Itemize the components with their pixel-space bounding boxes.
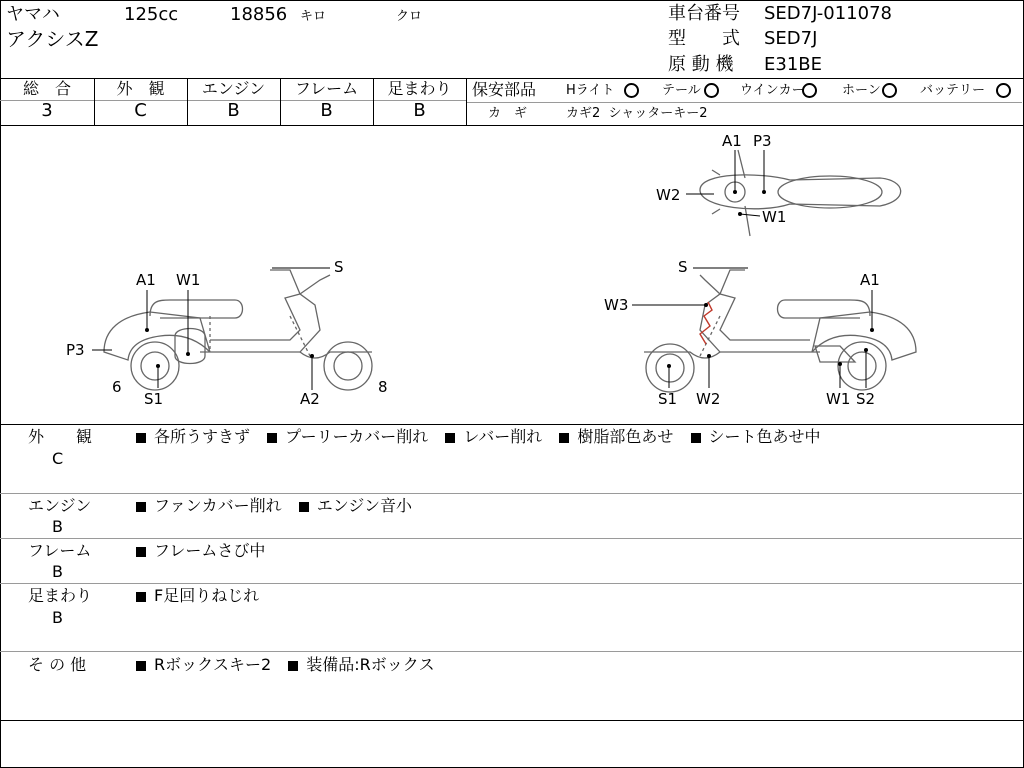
diagram-label: W1 (826, 390, 851, 408)
grade-header-exterior: 外 観 (116, 79, 165, 98)
remark-category: そ の 他 (28, 655, 87, 674)
diagram-label: P3 (66, 341, 85, 359)
bullet-square-icon (136, 661, 146, 671)
remark-category: エンジン (28, 496, 92, 515)
bullet-square-icon (136, 433, 146, 443)
diagram-label: W1 (176, 271, 201, 289)
bullet-square-icon (267, 433, 277, 443)
diagram-label: 8 (378, 378, 388, 396)
diagram-label: 6 (112, 378, 122, 396)
remark-item: エンジン音小 (316, 496, 412, 515)
mileage-unit: キロ (300, 9, 327, 24)
diagram-label: A1 (860, 271, 880, 289)
grade-header-overall: 総 合 (22, 79, 71, 98)
remark-item: フレームさび中 (154, 541, 266, 560)
grade-suspension: B (413, 100, 426, 121)
frame-no: SED7J-011078 (764, 3, 892, 24)
remark-item: プーリーカバー削れ (285, 427, 429, 446)
grade-exterior: C (134, 100, 147, 121)
remark-item: シート色あせ中 (708, 427, 821, 446)
remark-item: ファンカバー削れ (154, 496, 282, 515)
grade-header-suspension: 足まわり (387, 79, 452, 98)
grade-header-frame: フレーム (294, 79, 359, 98)
bullet-square-icon (136, 547, 146, 557)
remark-item: F足回りねじれ (154, 586, 260, 605)
safety-item-horn: ホーン (842, 83, 881, 98)
diagram-label: W1 (762, 208, 787, 226)
scooter-top-view (700, 150, 901, 236)
diagram-label: W2 (656, 186, 681, 204)
diagram-label: A2 (300, 390, 320, 408)
remark-item: 各所うすきず (154, 427, 251, 446)
remark-category: 足まわり (28, 586, 93, 605)
remark-grade: B (52, 608, 63, 627)
diagram-label: S1 (658, 390, 678, 408)
diagram-label: P3 (753, 132, 772, 150)
safety-item-battery: バッテリー (920, 83, 986, 98)
rule (0, 651, 1022, 652)
grade-overall: 3 (41, 100, 53, 121)
diagram-label: W3 (604, 296, 629, 314)
rule (0, 424, 1024, 425)
displacement: 125cc (124, 4, 179, 25)
bullet-square-icon (691, 433, 701, 443)
remark-grade: C (52, 449, 64, 468)
remark-items (136, 587, 271, 605)
bullet-square-icon (559, 433, 569, 443)
bullet-square-icon (299, 502, 309, 512)
rule (0, 493, 1022, 494)
diagram-label: A1 (722, 132, 742, 150)
remark-grade: B (52, 562, 63, 581)
bullet-square-icon (136, 592, 146, 602)
type-value: SED7J (764, 28, 818, 49)
safety-label: 保安部品 (472, 80, 537, 99)
type-label: 型 式 (668, 28, 740, 49)
color: クロ (396, 9, 423, 24)
key-label: カ ギ (488, 106, 528, 121)
frame-no-label: 車台番号 (668, 3, 740, 24)
diagram-label: A1 (136, 271, 156, 289)
key-value: カギ2 シャッターキー2 (566, 106, 708, 121)
remark-items (136, 497, 424, 515)
remark-category: 外 観 (28, 427, 93, 446)
bullet-square-icon (445, 433, 455, 443)
bullet-square-icon (136, 502, 146, 512)
remark-item: 装備品:Rボックス (306, 655, 435, 674)
grade-engine: B (227, 100, 240, 121)
remark-item: Rボックスキー2 (154, 655, 272, 674)
grade-frame: B (320, 100, 333, 121)
diagram-label: W2 (696, 390, 721, 408)
engine-label: 原 動 機 (668, 54, 734, 75)
remark-items (136, 428, 833, 446)
remark-items (136, 542, 277, 560)
grade-header-engine: エンジン (201, 79, 266, 98)
damage-markers (92, 150, 874, 390)
remark-item: レバー削れ (463, 427, 543, 446)
rule (0, 538, 1022, 539)
remark-items (136, 656, 447, 674)
diagram-label: S1 (144, 390, 164, 408)
bullet-square-icon (288, 661, 298, 671)
remark-item: 樹脂部色あせ (577, 427, 674, 446)
rule (0, 583, 1022, 584)
diagram-labels (66, 132, 880, 408)
rule (0, 720, 1024, 721)
remark-grade: B (52, 517, 63, 536)
safety-item-headlight: Hライト (566, 83, 615, 98)
safety-item-tail: テール (662, 83, 701, 98)
maker: ヤマハ (6, 4, 60, 25)
mileage: 18856 (230, 4, 288, 25)
diagram-label: S (678, 258, 688, 276)
remark-category: フレーム (28, 541, 92, 560)
engine-value: E31BE (764, 54, 822, 75)
diagram-label: S2 (856, 390, 876, 408)
model-name: アクシスZ (6, 27, 99, 51)
diagram-label: S (334, 258, 344, 276)
safety-item-winker: ウインカー (740, 83, 805, 98)
